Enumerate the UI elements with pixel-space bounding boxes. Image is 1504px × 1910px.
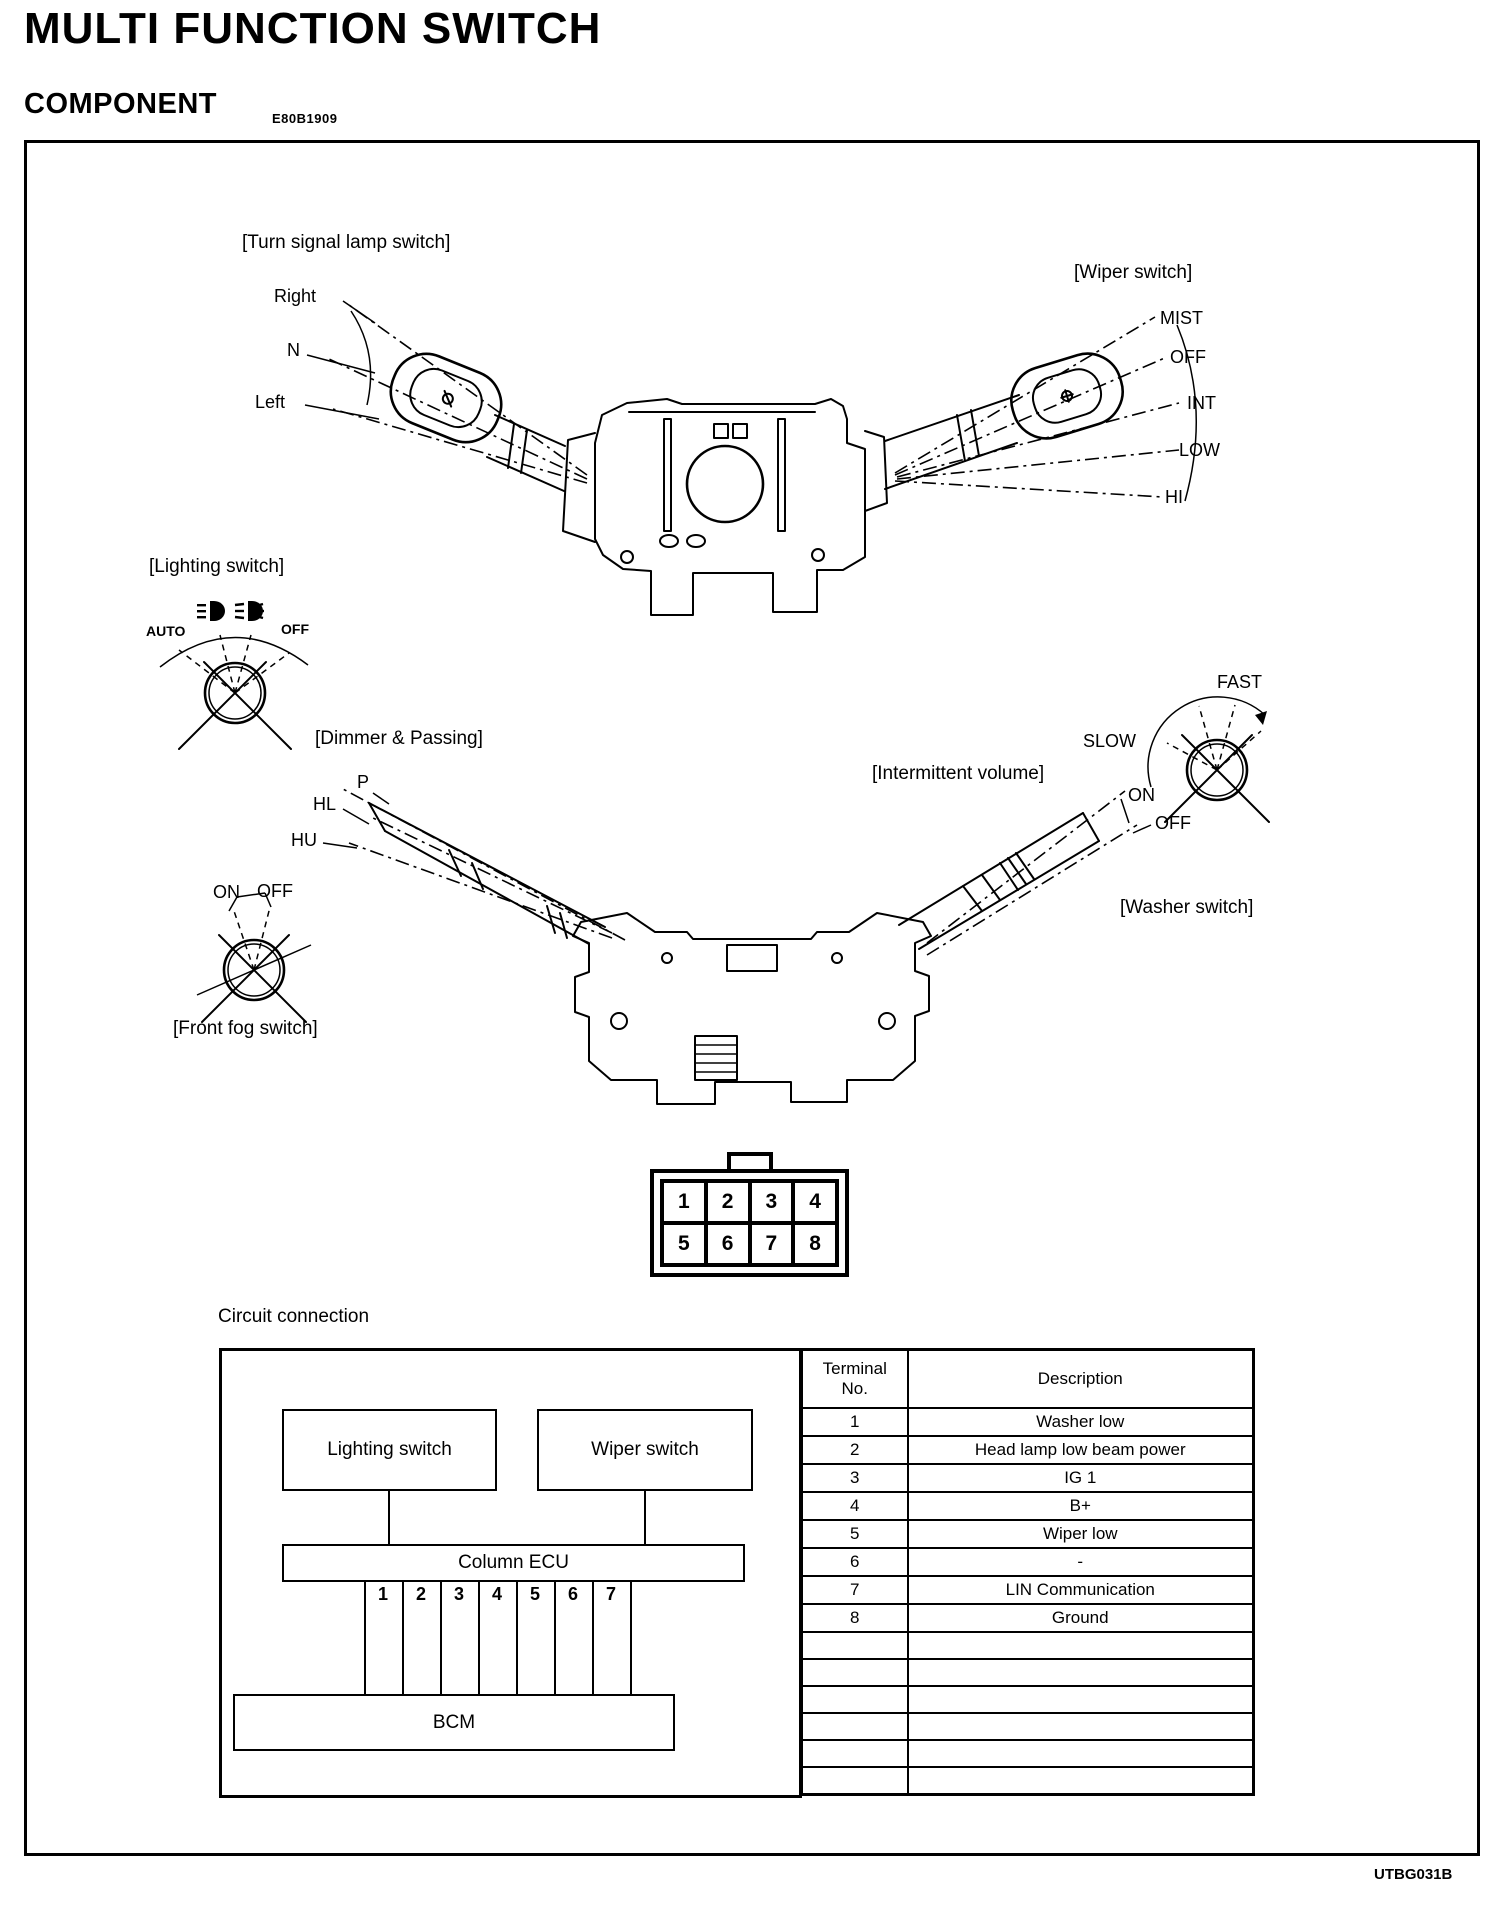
intermittent-pos-slow: SLOW: [1083, 731, 1137, 751]
ecu-pin-number: 3: [453, 1584, 464, 1604]
dimmer-passing-label: [Dimmer & Passing]: [315, 728, 483, 749]
washer-stalk-drawing: [899, 791, 1151, 955]
ecu-pin-number: 5: [529, 1584, 540, 1604]
description-header: Description: [908, 1350, 1254, 1409]
table-empty-row: [802, 1686, 1254, 1713]
terminal-description: Washer low: [908, 1408, 1254, 1436]
block-wiper-switch: Wiper switch: [537, 1409, 753, 1491]
table-row: [802, 1520, 1254, 1548]
wiper-switch-label: [Wiper switch]: [1074, 262, 1193, 283]
table-empty-row: [802, 1713, 1254, 1740]
terminal-description: Ground: [908, 1604, 1254, 1632]
table-row: [802, 1576, 1254, 1604]
terminal-no: 5: [802, 1520, 908, 1548]
section-title: COMPONENT: [24, 88, 217, 120]
component-diagram-frame: [24, 140, 1480, 1856]
terminal-no: 7: [802, 1576, 908, 1604]
table-row: [802, 1436, 1254, 1464]
connector-pin: 6: [706, 1223, 750, 1265]
front-fog-pos-off: OFF: [257, 881, 293, 901]
terminal-no: 3: [802, 1464, 908, 1492]
terminal-no-header: Terminal No.: [802, 1350, 908, 1409]
ecu-pin-number: 6: [567, 1584, 578, 1604]
ecu-pin-number: 2: [415, 1584, 426, 1604]
wiper-pos-hi: HI: [1165, 487, 1183, 507]
front-fog-knob-drawing: [197, 893, 311, 1022]
wiper-pos-off: OFF: [1170, 347, 1206, 367]
lighting-pos-auto: AUTO: [146, 623, 186, 639]
circuit-connection-label: Circuit connection: [218, 1306, 370, 1327]
terminal-description: B+: [908, 1492, 1254, 1520]
turn-signal-pos-neutral: N: [287, 340, 300, 360]
lighting-switch-label: [Lighting switch]: [149, 556, 285, 577]
ecu-pin-number: 1: [377, 1584, 388, 1604]
wire-wiper-to-ecu: [644, 1491, 646, 1544]
terminal-no: 4: [802, 1492, 908, 1520]
turn-signal-switch-label: [Turn signal lamp switch]: [242, 232, 451, 253]
switch-assembly-bottom-drawing: [573, 913, 931, 1104]
washer-pos-off: OFF: [1155, 813, 1191, 833]
block-column-ecu: Column ECU: [282, 1544, 745, 1582]
table-row: [802, 1548, 1254, 1576]
turn-signal-pos-right: Right: [274, 286, 317, 306]
connector-pin: 8: [793, 1223, 837, 1265]
connector-pin: 5: [662, 1223, 706, 1265]
intermittent-knob-drawing: [1148, 697, 1269, 822]
section-code: E80B1909: [272, 111, 338, 126]
terminal-table: [800, 1348, 1255, 1796]
terminal-no: 1: [802, 1408, 908, 1436]
terminal-description: LIN Communication: [908, 1576, 1254, 1604]
turn-signal-stalk-drawing: [305, 301, 595, 542]
table-row: [802, 1604, 1254, 1632]
circuit-connection-box: [219, 1348, 802, 1798]
turn-signal-pos-left: Left: [255, 392, 286, 412]
table-row: [802, 1408, 1254, 1436]
table-empty-row: [802, 1767, 1254, 1795]
block-bcm: BCM: [233, 1694, 675, 1751]
terminal-no: 2: [802, 1436, 908, 1464]
dimmer-pos-p: P: [357, 772, 370, 792]
ecu-pin-divider: [630, 1582, 632, 1694]
wire-lighting-to-ecu: [388, 1491, 390, 1544]
washer-switch-label: [Washer switch]: [1120, 897, 1254, 918]
wiper-stalk-drawing: [865, 317, 1196, 511]
wiper-pos-mist: MIST: [1160, 308, 1203, 328]
dimmer-pos-hl: HL: [313, 794, 337, 814]
terminal-description: -: [908, 1548, 1254, 1576]
table-row: [802, 1464, 1254, 1492]
terminal-description: IG 1: [908, 1464, 1254, 1492]
table-empty-row: [802, 1740, 1254, 1767]
figure-code: UTBG031B: [1374, 1866, 1453, 1883]
dimmer-stalk-drawing: [323, 789, 625, 944]
front-fog-switch-label: [Front fog switch]: [173, 1018, 318, 1039]
table-row: [802, 1492, 1254, 1520]
connector-drawing: [650, 1169, 849, 1277]
position-lamp-icon: [197, 601, 225, 621]
front-fog-pos-on: ON: [213, 882, 240, 902]
block-lighting-switch: Lighting switch: [282, 1409, 497, 1491]
headlamp-icon: [235, 601, 264, 621]
page-title: MULTI FUNCTION SWITCH: [24, 4, 602, 53]
terminal-description: Wiper low: [908, 1520, 1254, 1548]
ecu-pin-number: 7: [605, 1584, 616, 1604]
table-header-row: [802, 1350, 1254, 1409]
ecu-pin-number: 4: [491, 1584, 502, 1604]
connector-pin-grid: [660, 1179, 839, 1267]
connector-pin: 3: [750, 1181, 794, 1223]
dimmer-pos-hu: HU: [291, 830, 317, 850]
terminal-description: Head lamp low beam power: [908, 1436, 1254, 1464]
connector-pin: 2: [706, 1181, 750, 1223]
intermittent-volume-label: [Intermittent volume]: [872, 763, 1045, 784]
washer-pos-on: ON: [1128, 785, 1155, 805]
wiper-pos-int: INT: [1187, 393, 1216, 413]
connector-pin: 4: [793, 1181, 837, 1223]
terminal-no: 8: [802, 1604, 908, 1632]
switch-assembly-top-drawing: [595, 399, 865, 615]
wiper-pos-low: LOW: [1179, 440, 1221, 460]
lighting-pos-off: OFF: [281, 621, 309, 637]
intermittent-pos-fast: FAST: [1217, 672, 1263, 692]
connector-pin: 1: [662, 1181, 706, 1223]
connector-pin: 7: [750, 1223, 794, 1265]
table-empty-row: [802, 1659, 1254, 1686]
table-empty-row: [802, 1632, 1254, 1659]
terminal-no: 6: [802, 1548, 908, 1576]
